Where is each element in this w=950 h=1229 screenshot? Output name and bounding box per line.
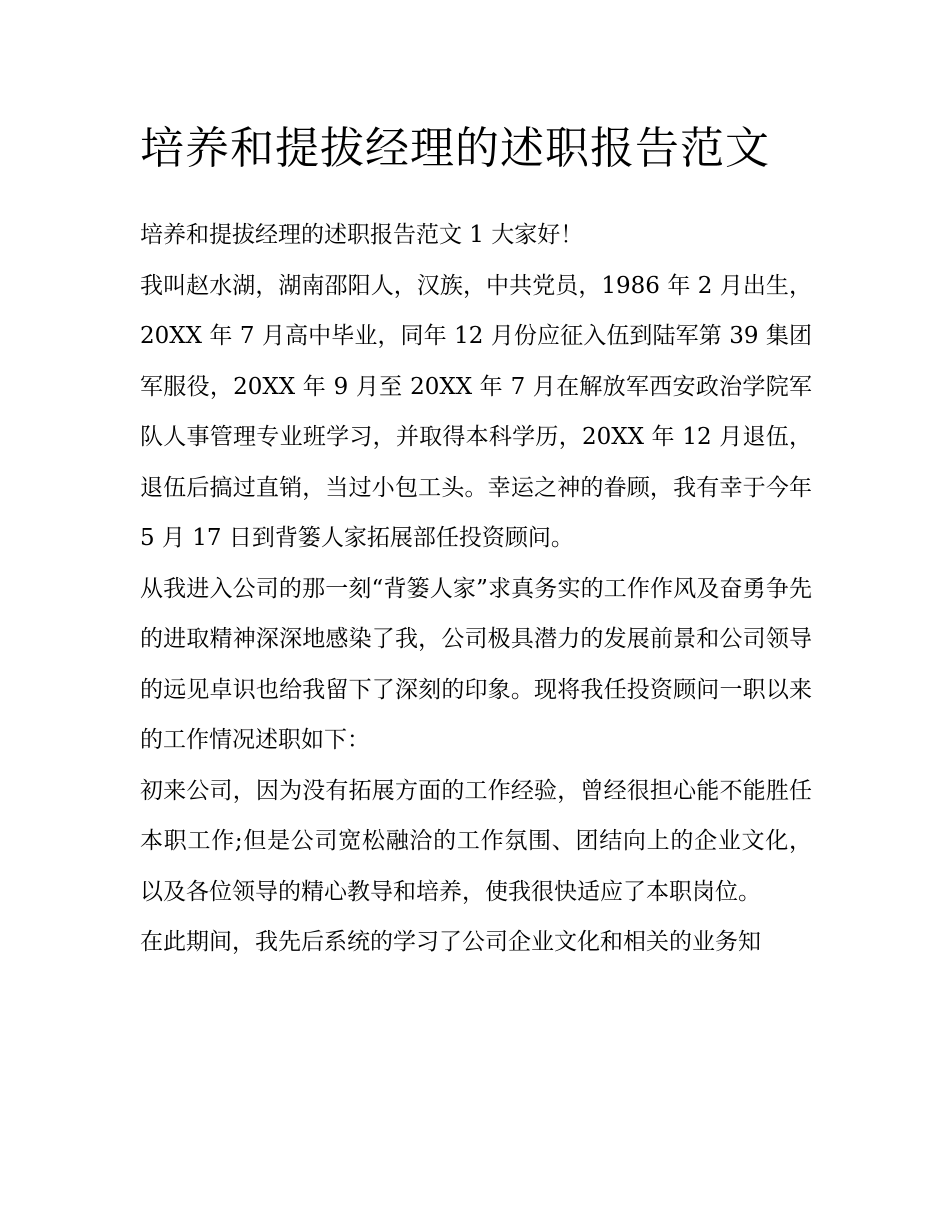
paragraph-intro: 培养和提拔经理的述职报告范文 1 大家好！	[140, 222, 584, 248]
paragraph-company-impression: 从我进入公司的那一刻“背篓人家”求真务实的工作作风及奋勇争先的进取精神深深地感染了我，公司极具潜力的发展前景和公司领导的远见卓识也给我留下了深刻的印象。现将我任投资顾问一职以来的工作情况述职如下：	[140, 575, 812, 753]
paragraph-adaptation: 初来公司，因为没有拓展方面的工作经验，曾经很担心能不能胜任本职工作;但是公司宽松融洽的工作氛围、团结向上的企业文化，以及各位领导的精心教导和培养，使我很快适应了本职岗位。	[140, 777, 812, 905]
paragraph-learning: 在此期间，我先后系统的学习了公司企业文化和相关的业务知	[140, 929, 761, 955]
document-page	[140, 112, 812, 968]
document-title: 培养和提拔经理的述职报告范文	[140, 123, 770, 174]
paragraph-self-introduction: 我叫赵水湖，湖南邵阳人，汉族，中共党员，1986 年 2 月出生，20XX 年 7 月高中毕业，同年 12 月份应征入伍到陆军第 39 集团军服役，20XX 年 9 月至 20XX 年 7 月在解放军西安政治学院军队人事管理专业班学习，并取得本科学历，20XX 年 12 月退伍，退伍后搞过直销，当过小包工头。幸运之神的眷顾，我有幸于今年 5 月 17 日到背篓人家拓展部任投资顾问。	[140, 272, 812, 551]
